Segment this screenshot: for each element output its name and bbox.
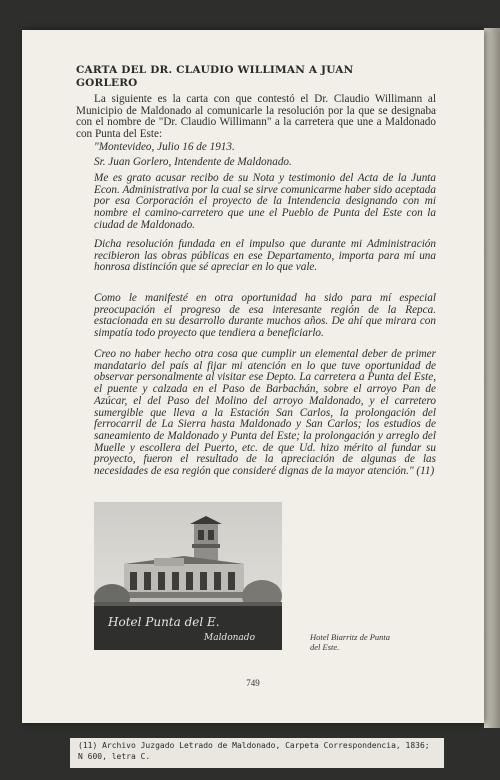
- letter-paragraph: Como le manifesté en otra oportunidad ha sido para mí especial preocupación el progreso de esa interesante región de la Repca. estacionada en su desarrollo durante muchos años. De ahí que mirara con simpatía todo proyecto que tendiera a beneficiarlo.: [94, 292, 436, 340]
- footnote-text: (11) Archivo Juzgado Letrado de Maldonado, Carpeta Correspondencia, 1836; N 600, letra C.: [78, 741, 430, 761]
- book-page: [22, 30, 484, 723]
- hotel-building-illustration: [94, 502, 282, 650]
- letter-salutation: Sr. Juan Gorlero, Intendente de Maldonado.: [94, 156, 292, 168]
- book-spine-edge: [484, 28, 500, 728]
- hotel-photo: [94, 502, 282, 650]
- footnote: [70, 738, 444, 768]
- letter-date: "Montevideo, Julio 16 de 1913.: [94, 141, 235, 153]
- photo-inscription-location: Maldonado: [204, 633, 255, 643]
- letter-paragraph: Dicha resolución fundada en el impulso que durante mi Administración recibieron las obras públicas en ese Departamento, importa para mí una honrosa distinción que sé apreciar en lo que vale.: [94, 238, 436, 274]
- page-number: 749: [246, 678, 260, 688]
- letter-paragraph: Me es grato acusar recibo de su Nota y testimonio del Acta de la Junta Econ. Administrativa por la cual se sirve comunicarme haber sido aceptada por esa Corporación el proyecto de la Intendencia designando con mi nombre el camino-carretero que une el Pueblo de Punta del Este con la ciudad de Maldonado.: [94, 172, 436, 231]
- intro-paragraph: La siguiente es la carta con que contestó el Dr. Claudio Willimann al Municipio de Maldonado al comunicarle la resolución por la que se designaba con el nombre de "Dr. Claudio Willimann" a la carretera que une a Maldonado con Punta del Este:: [76, 93, 436, 141]
- photo-caption: Hotel Biarritz de Punta del Este.: [310, 632, 391, 652]
- page-heading: CARTA DEL DR. CLAUDIO WILLIMAN A JUAN GORLERO: [76, 64, 354, 89]
- photo-inscription: Hotel Punta del E.: [108, 615, 220, 629]
- letter-paragraph: Creo no haber hecho otra cosa que cumplir un elemental deber de primer mandatario del país al fijar mi atención en lo que tuve oportunidad de observar personalmente al visitar ese Depto. La carretera a Punta del Este, el puente y calzada en el Paso de Barbachán, sobre el arroyo Pan de Azúcar, el del Paso del Molino del arroyo Maldonado, y el carretero sumergible que lleva a la Estación San Carlos, la prolongación del ferrocarril de La Sierra hasta Maldonado y San Carlos; los estudios de saneamiento de Maldonado y Punta del Este; la prolongación y arreglo del Muelle y escollera del Puerto, etc. de que Ud. hizo mérito al fundar su proyecto, fueron el resultado de la apreciación de algunas de las necesidades de esa región que consideré dignas de la mayor atención." (11): [94, 348, 436, 478]
